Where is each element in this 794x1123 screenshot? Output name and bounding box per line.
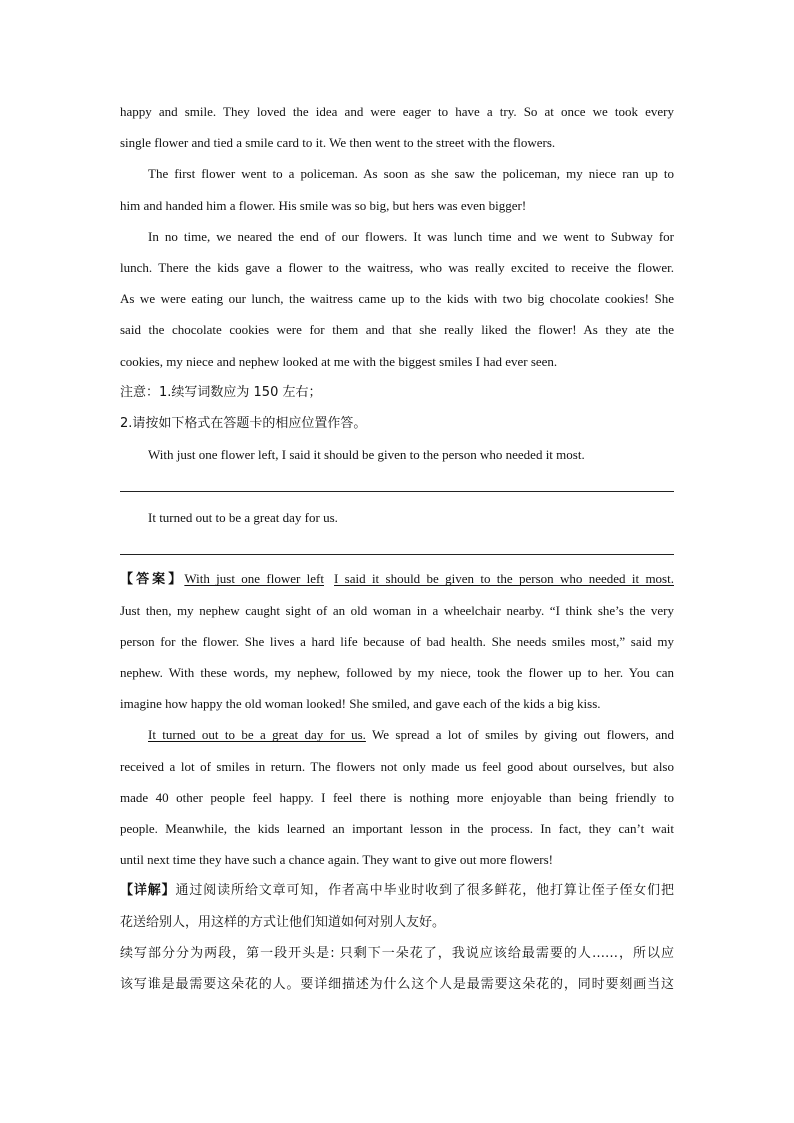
answer-line-text: people. Meanwhile, the kids learned an important lesson in the process. In fact, they can’t wait — [120, 820, 674, 836]
story-line: happy and smile. They loved the idea and were eager to have a try. So at once we took every — [120, 104, 674, 119]
note-word-count: 注意：1.续写词数应为 150 左右； — [120, 384, 322, 400]
story-line: cookies, my niece and nephew looked at me with the biggest smiles I had ever seen. — [120, 353, 558, 369]
answer-opening-part1: With just one flower left — [184, 571, 324, 587]
detail-line-4: 该写谁是最需要这朵花的人。要详细描述为什么这个人是最需要这朵花的，同时要刻画当这 — [120, 976, 674, 992]
answer-paragraph-1 — [120, 595, 674, 720]
story-line: lunch. There the kids gave a flower to the waitress, who was really excited to receive the flower. — [120, 259, 674, 275]
story-paragraph-2 — [120, 158, 674, 220]
answer-opening-comma — [325, 591, 328, 594]
answer-line-text: person for the flower. She lives a hard life because of bad health. She needs smiles most,” said my — [120, 633, 674, 649]
prompt-first: With just one flower left, I said it should be given to the person who needed it most. — [148, 447, 585, 463]
story-paragraph-1 — [120, 96, 674, 158]
detail-line-1 — [120, 875, 674, 906]
answer-line-text: until next time they have such a chance again. They want to give out more flowers! — [120, 852, 553, 868]
answer-line-text: nephew. With these words, my nephew, followed by my niece, took the flower up to her. You can — [120, 665, 674, 680]
story-line: The first flower went to a policeman. As soon as she saw the policeman, my niece ran up to — [148, 166, 674, 182]
story-paragraph-3 — [120, 221, 674, 377]
story-line: him and handed him a flower. His smile was so big, but hers was even bigger! — [120, 197, 527, 213]
note-format: 2.请按如下格式在答题卡的相应位置作答。 — [120, 415, 367, 431]
answer-line-text: made 40 other people feel happy. I feel there is nothing more enjoyable than being friendly to — [120, 789, 674, 805]
detail-line-2: 花送给别人，用这样的方式让他们知道如何对别人友好。 — [120, 914, 446, 930]
answer-tag: 【答案】 — [120, 572, 185, 588]
story-line: single flower and tied a smile card to it. We then went to the street with the flowers. — [120, 135, 556, 151]
detail-line-3: 续写部分分为两段，第一段开头是: 只剩下一朵花了，我说应该给最需要的人……，所以应 — [120, 945, 674, 961]
answer-line-text: Just then, my nephew caught sight of an old woman in a wheelchair nearby. “I think she’s the very — [120, 602, 674, 618]
prompt-second: It turned out to be a great day for us. — [148, 510, 338, 526]
detail-line-1-text: 通过阅读所给文章可知，作者高中毕业时收到了很多鲜花，他打算让侄子侄女们把 — [175, 883, 674, 899]
answer-opening-part2: I said it should be given to the person who needed it most. — [334, 571, 674, 587]
answer-line-text — [120, 719, 674, 750]
story-line: In no time, we neared the end of our flowers. It was lunch time and we went to Subway for — [148, 228, 674, 244]
answer-line-text: received a lot of smiles in return. The flowers not only made us feel good about ourselves, but also — [120, 758, 674, 774]
answer-opening-line — [120, 563, 674, 594]
detail-tag: 【详解】 — [120, 883, 176, 899]
answer-paragraph-2 — [120, 719, 674, 875]
answer-para2-opening: It turned out to be a great day for us. — [148, 727, 366, 743]
answer-line-text: imagine how happy the old woman looked! She smiled, and gave each of the kids a big kiss. — [120, 696, 601, 712]
answer-para2-first-rest: We spread a lot of smiles by giving out flowers, and — [365, 727, 674, 743]
document-page — [120, 96, 674, 1000]
story-line: As we were eating our lunch, the waitress came up to the kids with two big chocolate cookies! She — [120, 291, 674, 307]
story-line: said the chocolate cookies were for them and that she really liked the flower! As they ate the — [120, 322, 674, 338]
